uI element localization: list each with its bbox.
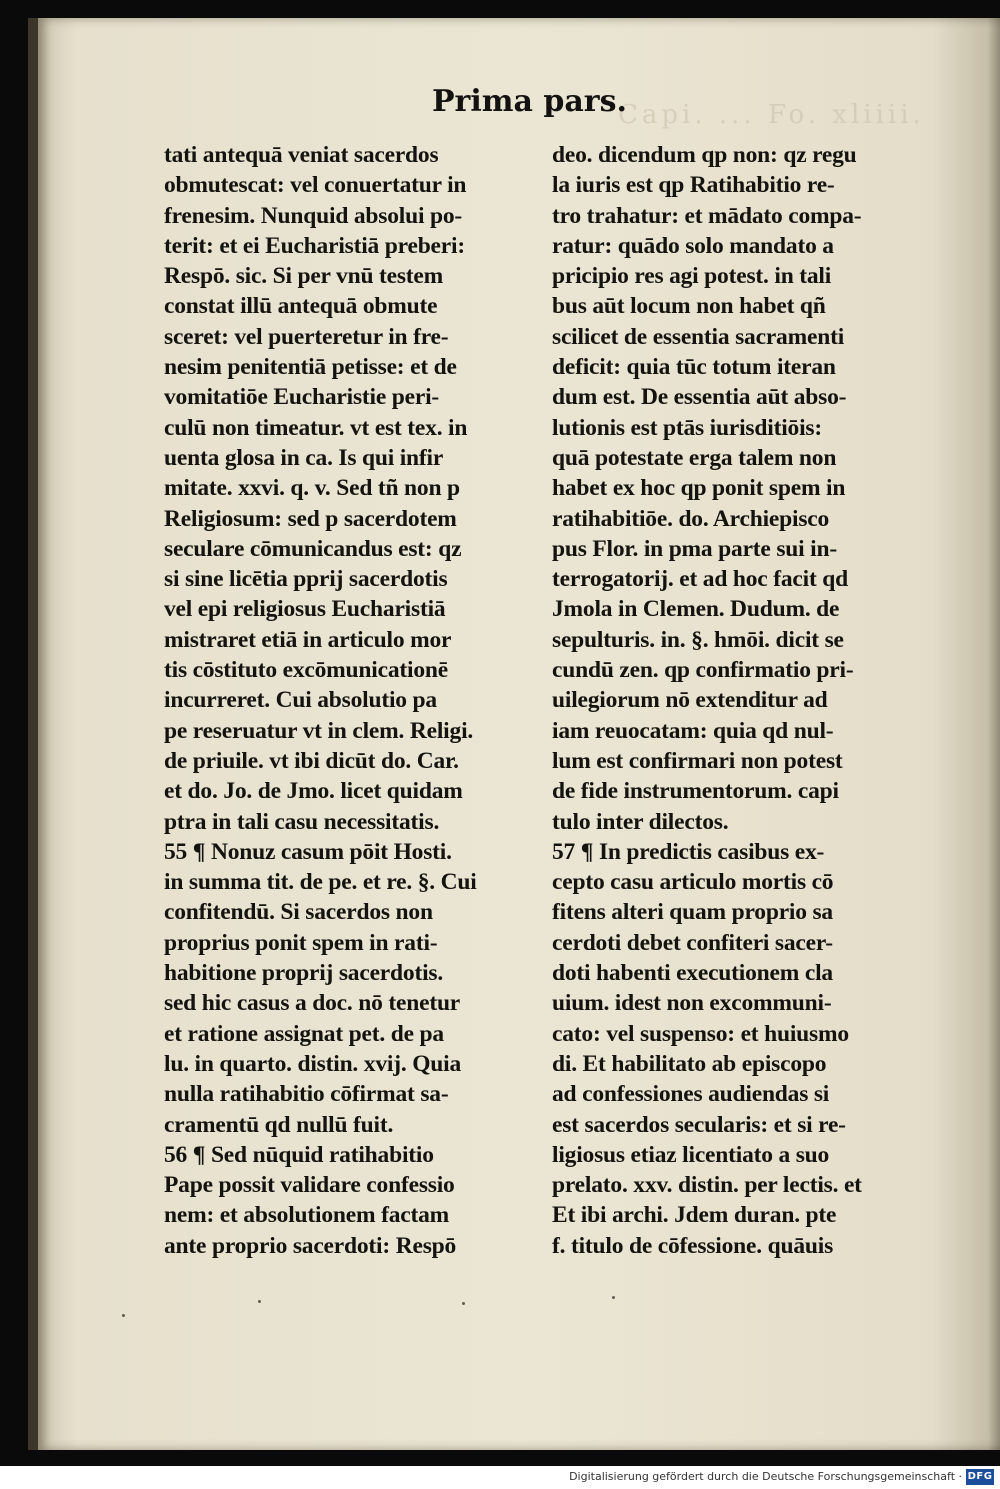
text-line: pe reseruatur vt in clem. Religi. <box>164 717 474 744</box>
text-line: deo. dicendum qp non: qz regu <box>552 142 857 168</box>
text-line: sceret: vel puerteretur in fre- <box>164 323 449 350</box>
text-line: proprius ponit spem in rati- <box>164 929 438 956</box>
text-line: nesim penitentiā petisse: et de <box>164 354 457 381</box>
text-line: uium. idest non excommuni- <box>552 990 832 1017</box>
text-line: Et ibi archi. Jdem duran. pte <box>552 1202 837 1229</box>
text-line: ante proprio sacerdoti: Respō <box>164 1232 457 1259</box>
text-line: tro trahatur: et mādato compa- <box>552 202 862 229</box>
text-line: di. Et habilitato ab episcopo <box>552 1050 827 1077</box>
text-line: habet ex hoc qp ponit spem in <box>552 475 846 502</box>
text-line: seculare cōmunicandus est: qz <box>164 535 462 562</box>
text-line: de fide instrumentorum. capi <box>552 778 839 805</box>
text-line: si sine licētia pprij sacerdotis <box>164 566 448 593</box>
text-line: incurreret. Cui absolutio pa <box>164 687 437 714</box>
text-line: et ratione assignat pet. de pa <box>164 1020 444 1047</box>
text-line: 56 ¶ Sed nūquid ratihabitio <box>164 1141 434 1168</box>
text-line: nem: et absolutionem factam <box>164 1202 450 1229</box>
text-line: cerdoti debet confiteri sacer- <box>552 929 833 956</box>
text-line: pus Flor. in pma parte sui in- <box>552 535 837 562</box>
text-line: la iuris est qp Ratihabitio re- <box>552 172 835 199</box>
text-line: mitate. xxvi. q. v. Sed tñ non p <box>164 475 460 502</box>
text-line: prelato. xxv. distin. per lectis. et <box>552 1172 862 1199</box>
text-line: bus aūt locum non habet qñ <box>552 293 826 320</box>
text-line: ratur: quādo solo mandato a <box>552 232 834 259</box>
text-line: ligiosus etiaz licentiato a suo <box>552 1141 830 1168</box>
text-line: doti habenti executionem cla <box>552 960 833 987</box>
dfg-logo: DFG <box>966 1469 994 1485</box>
bleed-through-header: Capi. ... Fo. xliiii. <box>618 100 925 130</box>
text-line: ad confessiones audiendas si <box>552 1081 830 1108</box>
text-line: de priuile. vt ibi dicūt do. Car. <box>164 747 459 774</box>
footer-bar <box>0 1466 1000 1489</box>
text-line: iam reuocatam: quia qd nul- <box>552 717 834 744</box>
text-line: vel epi religiosus Eucharistiā <box>164 596 446 623</box>
text-line: terrogatorij. et ad hoc facit qd <box>552 566 848 593</box>
text-line: uenta glosa in ca. Is qui infir <box>164 444 444 471</box>
text-line: culū non timeatur. vt est tex. in <box>164 414 468 441</box>
text-line: dum est. De essentia aūt abso- <box>552 384 847 411</box>
text-line: tati antequā veniat sacerdos <box>164 142 439 168</box>
text-line: obmutescat: vel conuertatur in <box>164 172 467 199</box>
text-line: est sacerdos secularis: et si re- <box>552 1111 846 1138</box>
text-line: cramentū qd nullū fuit. <box>164 1111 394 1138</box>
text-line: sepulturis. in. §. hmōi. dicit se <box>552 626 844 653</box>
text-line: lum est confirmari non potest <box>552 747 843 774</box>
text-line: deficit: quia tūc totum iteran <box>552 354 836 381</box>
text-line: cepto casu articulo mortis cō <box>552 869 834 896</box>
running-head: Prima pars. <box>432 84 627 119</box>
text-line: frenesim. Nunquid absolui po- <box>164 202 463 229</box>
text-line: constat illū antequā obmute <box>164 293 438 320</box>
text-line: confitendū. Si sacerdos non <box>164 899 433 926</box>
text-line: tulo inter dilectos. <box>552 808 729 835</box>
text-line: f. titulo de cōfessione. quāuis <box>552 1232 834 1259</box>
text-line: in summa tit. de pe. et re. §. Cui <box>164 869 477 896</box>
text-line: nulla ratihabitio cōfirmat sa- <box>164 1081 449 1108</box>
ink-speck <box>258 1300 261 1303</box>
text-line: habitione proprij sacerdotis. <box>164 960 444 987</box>
text-line: cato: vel suspenso: et huiusmo <box>552 1020 849 1047</box>
text-line: vomitatiōe Eucharistie peri- <box>164 384 440 411</box>
left-text-column <box>164 140 548 1261</box>
text-line: 57 ¶ In predictis casibus ex- <box>552 838 825 865</box>
text-line: terit: et ei Eucharistiā preberi: <box>164 232 465 259</box>
text-line: lutionis est ptās iurisditiōis: <box>552 414 822 441</box>
text-line: uilegiorum nō extenditur ad <box>552 687 828 714</box>
text-line: quā potestate erga talem non <box>552 444 837 471</box>
text-line: lu. in quarto. distin. xvij. Quia <box>164 1050 462 1077</box>
text-line: et do. Jo. de Jmo. licet quidam <box>164 778 463 805</box>
text-line: ratihabitiōe. do. Archiepisco <box>552 505 830 532</box>
text-line: sed hic casus a doc. nō tenetur <box>164 990 461 1017</box>
ink-speck <box>122 1314 125 1317</box>
text-line: Religiosum: sed p sacerdotem <box>164 505 457 532</box>
text-line: cundū zen. qp confirmatio pri- <box>552 657 854 684</box>
text-line: 55 ¶ Nonuz casum pōit Hosti. <box>164 838 452 865</box>
ink-speck <box>462 1302 465 1305</box>
text-line: fitens alteri quam proprio sa <box>552 899 833 926</box>
right-text-column <box>552 140 936 1261</box>
text-line: mistraret etiā in articulo mor <box>164 626 452 653</box>
text-line: Jmola in Clemen. Dudum. de <box>552 596 840 623</box>
text-line: tis cōstituto excōmunicationē <box>164 657 448 684</box>
text-line: pricipio res agi potest. in tali <box>552 263 832 290</box>
text-line: ptra in tali casu necessitatis. <box>164 808 440 835</box>
ink-speck <box>612 1296 615 1299</box>
text-line: Pape possit validare confessio <box>164 1172 455 1199</box>
funding-credit: Digitalisierung gefördert durch die Deutsche Forschungsgemeinschaft · <box>569 1470 962 1483</box>
text-line: Respō. sic. Si per vnū testem <box>164 263 444 290</box>
text-line: scilicet de essentia sacramenti <box>552 323 845 350</box>
